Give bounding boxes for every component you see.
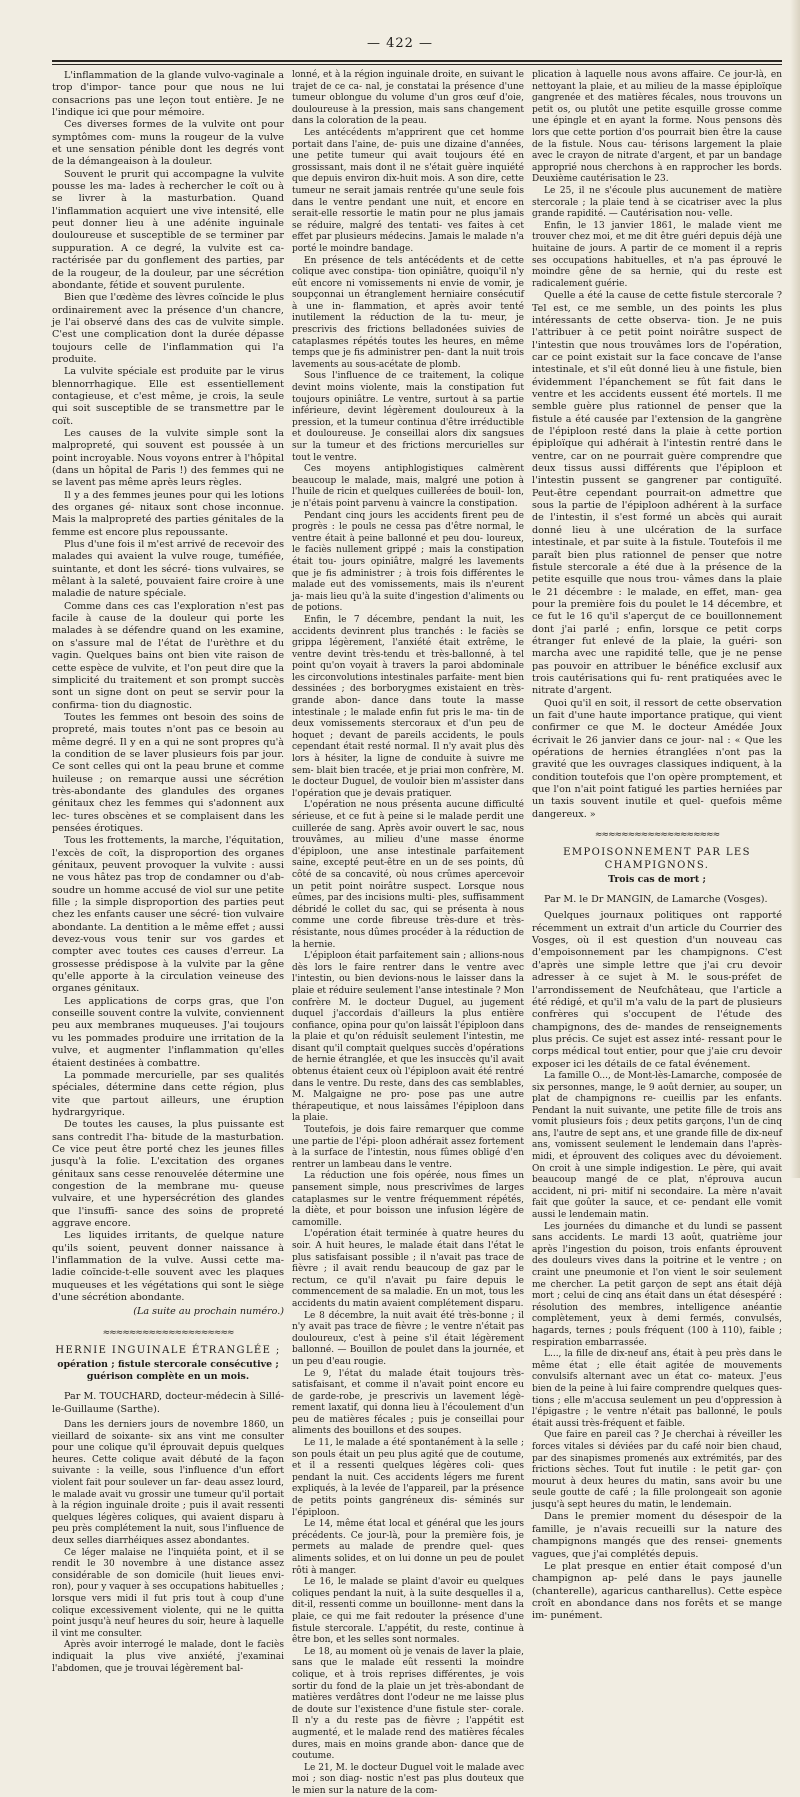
byline: Par M. le Dr MANGIN, de Lamarche (Vosges). [544, 894, 768, 906]
paragraph: Quoi qu'il en soit, il ressort de cette observation un fait d'une haute importance pratique, qui vient confirmer ce que M. le docteur Amédée Joux écrivait le 26 janvier dans ce jour- nal : « Que les opérations de hernies étranglées n'ont pas la gravité que les ouvrages classiques indiquent, à la condition toutefois que l'on opère promptement, et que l'on n'ait point fatigué les parties herniées par un taxis souvent inutile et quel- quefois même dangereux. » [532, 697, 782, 820]
paragraph: plication à laquelle nous avons affaire. Ce jour-là, en nettoyant la plaie, et au milieu de la masse épiploïque gangrenée et des matières fécales, nous trouvons un petit os, ou plutôt une petite esquille grosse comme une épingle et en ayant la forme. Nous pensons dès lors que cette portion d'os pourrait bien être la cause de la fistule. Nous cau- térisons largement la plaie avec le crayon de nitrate d'argent, et par un bandage approprié nous cherchons à en rapprocher les bords. Deuxième cautérisation le 23. [532, 70, 782, 185]
paragraph: Les journées du dimanche et du lundi se passent sans accidents. Le mardi 13 août, quatrième jour après l'ingestion du poison, trois enfants éprouvent des douleurs vives dans la poitrine et le ventre ; on craint une pneumonie et l'on vient le soir seulement me chercher. La petit garçon de sept ans était déjà mort ; celui de cinq ans était dans un état désespéré : résolution des membres, intelligence anéantie complètement, yeux à demi fermés, convulsés, hagards, ternes ; pouls fréquent (100 à 110), faible ; respiration embarrassée. [532, 1221, 782, 1348]
paragraph: La réduction une fois opérée, nous fîmes un pansement simple, nous prescrivîmes de larges cataplasmes sur le ventre fréquemment répétés, la diète, et pour boisson une infusion légère de camomille. [292, 1171, 524, 1228]
paragraph: L'inflammation de la glande vulvo-vaginale a trop d'impor- tance pour que nous ne lui consacrions pas une leçon tout entière. Je ne l'indique ici que pour mémoire. [52, 70, 284, 119]
continued-note: (La suite au prochain numéro.) [133, 1306, 284, 1318]
paragraph: La vulvite spéciale est produite par le virus blennorrhagique. Elle est essentiellement contagieuse, et c'est même, je crois, la seule qui soit susceptible de se transmettre par le coït. [52, 366, 284, 427]
paragraph: Ces moyens antiphlogistiques calmèrent beaucoup le malade, mais, malgré une potion à l'huile de ricin et quelques cuillerées de bouil- lon, je n'étais point parvenu à vaincre la constipation. [292, 464, 524, 509]
paragraph: Les applications de corps gras, que l'on conseille souvent contre la vulvite, conviennent peu aux membranes muqueuses. J'ai toujours vu les pommades produire une irritation de la vulve, et augmenter l'inflammation qu'elles étaient destinées à combattre. [52, 995, 284, 1069]
section-ornament: ≈≈≈≈≈≈≈≈≈≈≈≈≈≈≈≈≈≈≈≈ [102, 1327, 234, 1338]
section-title: HERNIE INGUINALE ÉTRANGLÉE ; [55, 1345, 281, 1357]
section-subtitle: opération ; fistule stercorale consécutive ; guérison complète en un mois. [57, 1359, 279, 1383]
paragraph: Le 9, l'état du malade était toujours très-satisfaisant, et comme il n'avait point encore eu de garde-robe, je prescrivis un lavement légè- rement laxatif, qui donna lieu à l'écoulement d'un peu de matières fécales ; puis je conseillai pour aliments des bouillons et des soupes. [292, 1368, 524, 1437]
paragraph: Après avoir interrogé le malade, dont le faciès indiquait la plus vive anxiété, j'examinai l'abdomen, que je trouvai légèrement bal- [52, 1640, 284, 1674]
byline: Par M. TOUCHARD, docteur-médecin à Sillé-le-Guillaume (Sarthe). [52, 1391, 284, 1415]
paragraph: Le plat presque en entier était composé d'un champignon ap- pelé dans le pays jaunelle (chanterelle), agaricus cantharellus). Cette espèce croît en abondance dans nos forêts et se mange im- punément. [532, 1560, 782, 1622]
paragraph: L'opération était terminée à quatre heures du soir. A huit heures, le malade était dans l'état le plus satisfaisant possible ; il n'avait pas trace de fièvre ; il avait rendu beaucoup de gaz par le rectum, ce qu'il n'avait pu faire depuis le commencement de sa maladie. En un mot, tous les accidents du matin avaient complétement disparu. [292, 1229, 524, 1309]
paragraph: Quelques journaux politiques ont rapporté récemment un extrait d'un article du Courrier des Vosges, où il est question d'un nouveau cas d'empoisonnement par les champignons. C'est d'après une simple lettre que j'ai cru devoir adresser à ce sujet à M. le sous-préfet de l'arrondissement de Neufchâteau, que l'article a été rédigé, et qu'il m'a valu de la part de plusieurs confrères qui s'occupent de l'étude des champignons, des de- mandes de renseignements plus précis. Ce sujet est assez inté- ressant pour le corps médical tout entier, pour que j'aie cru devoir exposer ici les détails de ce fatal événement. [532, 910, 782, 1070]
column-1 [52, 70, 284, 1674]
column-3 [532, 70, 782, 1622]
paragraph: Que faire en pareil cas ? Je cherchai à réveiller les forces vitales si déviées par du café noir bien chaud, par des sinapismes promenés aux extrémités, par des frictions sèches. Tout fut inutile : le petit gar- çon mourut à deux heures du matin, sans avoir bu une seule goutte de café ; la fille prolongeait son agonie jusqu'à sept heures du matin, le lendemain. [532, 1430, 782, 1510]
paragraph: Bien que l'œdème des lèvres coïncide le plus ordinairement avec la présence d'un chancre, je l'ai observé dans des cas de vulvite simple. C'est une complication dont la durée dépasse toujours celle de l'inflammation qui l'a produite. [52, 292, 284, 365]
paragraph: Ces diverses formes de la vulvite ont pour symptômes com- muns la rougeur de la vulve et une sensation pénible dont les degrés vont de la démangeaison à la douleur. [52, 119, 284, 168]
paragraph: Souvent le prurit qui accompagne la vulvite pousse les ma- lades à rechercher le coït ou à se livrer à la masturbation. Quand l'inflammation acquiert une vive intensité, elle peut donner lieu à une adénite inguinale douloureuse et susceptible de se terminer par suppuration. A ce degré, la vulvite est ca- ractérisée par du gonflement des parties, par de la rougeur, de la douleur, par une sécrétion abondante, fétide et souvent purulente. [52, 168, 284, 291]
paragraph: Tous les frottements, la marche, l'équitation, l'excès de coït, la disproportion des organes génitaux, peuvent provoquer la vulvite : aussi ne vous hâtez pas trop de condamner ou d'ab- soudre un homme accusé de viol sur une petite fille ; la simple disproportion des parties peut chez les enfants causer une sécré- tion vulvaire abondante. La dentition a le même effet ; aussi devez-vous vous tenir sur vos gardes et compter avec toutes ces causes d'erreur. La grossesse prédispose à la vulvite par la gêne qu'elle apporte à la circulation veineuse des organes génitaux. [52, 835, 284, 995]
section-title: EMPOISONNEMENT PAR LES CHAMPIGNONS. [563, 847, 751, 871]
page-number: — 422 — [366, 36, 434, 51]
paragraph: lonné, et à la région inguinale droite, en suivant le trajet de ce ca- nal, je constatai la présence d'une tumeur oblongue du volume d'un gros œuf d'oie, douloureuse à la pression, mais sans changement dans la coloration de la peau. [292, 70, 524, 127]
paragraph: Pendant cinq jours les accidents firent peu de progrès : le pouls ne cessa pas d'être normal, le ventre était à peine ballonné et peu dou- loureux, le faciès nullement grippé ; mais la constipation était tou- jours opiniâtre, malgré les lavements que je fis administrer ; à trois fois différentes le malade eut des vomissements, mais ils n'eurent ja- mais lieu qu'à la suite d'ingestion d'aliments ou de potions. [292, 510, 524, 614]
paragraph: Sous l'influence de ce traitement, la colique devint moins violente, mais la constipation fut toujours opiniâtre. Le ventre, surtout à sa partie inférieure, devint légèrement douloureux à la pression, et la tumeur continua d'être irréductible et douloureuse. Je conseillai alors dix sangsues sur la tumeur et des frictions mercurielles sur tout le ventre. [292, 371, 524, 463]
paragraph: La famille O..., de Mont-lès-Lamarche, composée de six personnes, mange, le 9 août dernier, au souper, un plat de champignons re- cueillis par les enfants. Pendant la nuit suivante, une petite fille de trois ans vomit plusieurs fois ; deux petits garçons, l'un de cinq ans, l'autre de sept ans, et une grande fille de dix-neuf ans, vomissent seulement le lendemain dans l'après-midi, et éprouvent des coliques avec du dévoiement. On croit à une simple indigestion. Le père, qui avait beaucoup mangé de ce plat, n'éprouva aucun accident, ni pri- mitif ni secondaire. La mère n'avait fait que goûter la sauce, et ce- pendant elle vomit aussi le lendemain matin. [532, 1070, 782, 1221]
paragraph: Enfin, le 13 janvier 1861, le malade vient me trouver chez moi, et me dit être guéri depuis déjà une huitaine de jours. A partir de ce moment il a repris ses occupations habituelles, et n'a pas éprouvé le moindre gêne de sa hernie, qui du reste est radicalement guérie. [532, 220, 782, 289]
paragraph: Enfin, le 7 décembre, pendant la nuit, les accidents devinrent plus tranchés : le faciès se grippa légèrement, l'anxiété était extrême, le ventre devint très-tendu et très-ballonné, à tel point qu'on voyait à travers la paroi abdominale les circonvolutions intestinales parfaite- ment bien dessinées ; des borborygmes existaient en très-grande abon- dance dans toute la masse intestinale ; le malade enfin fut pris le ma- tin de deux vomissements stercoraux et d'un peu de hoquet ; devant de pareils accidents, le pouls cependant était resté normal. Il n'y avait plus dès lors à hésiter, la ligne de conduite à suivre me sem- blait bien tracée, et je priai mon confrère, M. le docteur Duguel, de vouloir bien m'assister dans l'opération que je devais pratiquer. [292, 614, 524, 799]
paragraph: La pommade mercurielle, par ses qualités spéciales, détermine dans cette région, plus vite que partout ailleurs, une éruption hydrargyrique. [52, 1069, 284, 1118]
paragraph: Le 8 décembre, la nuit avait été très-bonne ; il n'y avait pas trace de fièvre ; le ventre n'était pas douloureux, c'est à peine s'il était légèrement ballonné. — Bouillon de poulet dans la journée, et un peu d'eau rougie. [292, 1310, 524, 1367]
paragraph: Le 25, il ne s'écoule plus aucunement de matière stercorale ; la plaie tend à se cicatriser avec la plus grande rapidité. — Cautérisation nou- velle. [532, 185, 782, 220]
section-ornament: ≈≈≈≈≈≈≈≈≈≈≈≈≈≈≈≈≈≈≈ [594, 830, 720, 841]
paragraph: Le 14, même état local et général que les jours précédents. Ce jour-là, pour la première fois, je permets au malade de prendre quel- ques aliments solides, et on lui donne un peu de poulet rôti à manger. [292, 1519, 524, 1576]
paragraph: Dans les derniers jours de novembre 1860, un vieillard de soixante- six ans vint me consulter pour une colique qu'il éprouvait depuis quelques heures. Cette colique avait débuté de la façon suivante : la veille, sous l'influence d'un effort violent fait pour soulever un far- deau assez lourd, le malade avait vu grossir une tumeur qu'il portait à la région inguinale droite ; puis il avait ressenti quelques légères coliques, qui avaient disparu à peu près complétement la nuit, sous l'influence de deux selles diarrhéiques assez abondantes. [52, 1420, 284, 1547]
paragraph: Le 18, au moment où je venais de laver la plaie, sans que le malade eût ressenti la moindre colique, et à trois reprises différentes, je vois sortir du fond de la plaie un jet très-abondant de matières verdâtres dont l'odeur ne me laisse plus de doute sur l'existence d'une fistule ster- corale. Il n'y a du reste pas de fièvre ; l'appétit est augmenté, et le malade rend des matières fécales dures, mais en moins grande abon- dance que de coutume. [292, 1646, 524, 1762]
paragraph: En présence de tels antécédents et de cette colique avec constipa- tion opiniâtre, quoiqu'il n'y eût encore ni vomissements ni envie de vomir, je soupçonnai un étranglement herniaire consécutif à une in- flammation, et après avoir tenté inutilement la réduction de la tu- meur, je prescrivis des frictions belladonées suivies de cataplasmes répétés toutes les heures, en même temps que je fis administrer pen- dant la nuit trois lavements au sous-acétate de plomb. [292, 255, 524, 370]
column-2 [292, 70, 524, 1796]
header-rule [52, 60, 782, 65]
paragraph: Ce léger malaise ne l'inquiéta point, et il se rendit le 30 novembre à une distance assez considérable de son domicile (huit lieues envi- ron), pour y vaquer à ses occupations habituelles ; lorsque vers midi il fut pris tout à coup d'une colique excessivement violente, qui ne le quitta point jusqu'à neuf heures du soir, heure à laquelle il vint me consulter. [52, 1547, 284, 1639]
paragraph: Le 21, M. le docteur Duguel voit le malade avec moi ; son diag- nostic n'est pas plus douteux que le mien sur la nature de la com- [292, 1762, 524, 1796]
paragraph: Il y a des femmes jeunes pour qui les lotions des organes gé- nitaux sont chose inconnue. Mais la malpropreté des parties génitales de la femme est encore plus repoussante. [52, 489, 284, 538]
paragraph: L'opération ne nous présenta aucune difficulté sérieuse, et ce fut à peine si le malade perdit une cuillerée de sang. Après avoir ouvert le sac, nous trouvâmes, au milieu d'une masse énorme d'épiploon, une anse intestinale parfaitement saine, excepté peut-être en un de ses points, dû côté de sa concavité, où nous crûmes apercevoir un petit point noirâtre suspect. Lorsque nous eûmes, par des incisions multi- ples, suffisamment débridé le collet du sac, qui se présenta à nous comme une corde fibreuse très-dure et très-résistante, nous dûmes procéder à la réduction de la hernie. [292, 800, 524, 950]
paragraph: Les causes de la vulvite simple sont la malpropreté, qui souvent est poussée à un point incroyable. Nous voyons entrer à l'hôpital (dans un hôpital de Paris !) des femmes qui ne se lavent pas même après leurs règles. [52, 427, 284, 489]
paragraph: Les antécédents m'apprirent que cet homme portait dans l'aine, de- puis une dizaine d'années, une petite tumeur qui avait toujours été en grossissant, mais dont il ne s'était guère inquiété que depuis environ dix-huit mois. A son dire, cette tumeur ne serait jamais rentrée qu'une seule fois dans le ventre pendant une nuit, et encore en serait-elle ressortie le matin pour ne plus jamais se réduire, malgré des tentati- ves faites à cet effet par plusieurs médecins. Jamais le malade n'a porté le moindre bandage. [292, 127, 524, 254]
paragraph: De toutes les causes, la plus puissante est sans contredit l'ha- bitude de la masturbation. Ce vice peut être porté chez les jeunes filles jusqu'à la folie. L'excitation des organes génitaux sans cesse renouvelée détermine une congestion de la membrane mu- queuse vulvaire, et une hypersécrétion des glandes que l'insuffi- sance des soins de propreté aggrave encore. [52, 1119, 284, 1229]
paragraph: Plus d'une fois il m'est arrivé de recevoir des malades qui avaient la vulve rouge, tuméfiée, suintante, et dont les sécré- tions vulvaires, se mêlant à la saleté, pouvaient faire croire à une maladie de nature spéciale. [52, 539, 284, 600]
paragraph: Le 16, le malade se plaint d'avoir eu quelques coliques pendant la nuit, à la suite desquelles il a, dit-il, ressenti comme un bouillonne- ment dans la plaie, ce qui me fait redouter la présence d'une fistule stercorale. L'appétit, du reste, continue à être bon, et les selles sont normales. [292, 1577, 524, 1646]
section-subtitle: Trois cas de mort ; [608, 874, 706, 886]
paragraph: L'épiploon était parfaitement sain ; allions-nous dès lors le faire rentrer dans le ventre avec l'intestin, ou bien devions-nous le laisser dans la plaie et réduire seulement l'anse intestinale ? Mon confrère M. le docteur Duguel, au jugement duquel j'accordais d'ailleurs la plus entière confiance, opina pour qu'on laissât l'épiploon dans la plaie et qu'on réduisît seulement l'intestin, me disant qu'il comptait quelques succès d'opérations de hernie étranglée, et que les insuccès qu'il avait obtenus étaient ceux où l'épiploon avait été rentré dans le ventre. Du reste, dans des cas semblables, M. Malgaigne ne pro- pose pas une autre thérapeutique, et nous laissâmes l'épiploon dans la plaie. [292, 951, 524, 1124]
paragraph: Toutefois, je dois faire remarquer que comme une partie de l'épi- ploon adhérait assez fortement à la surface de l'intestin, nous fûmes obligé d'en rentrer un lambeau dans le ventre. [292, 1125, 524, 1170]
paragraph: Le 11, le malade a été spontanément à la selle ; son pouls était un peu plus agité que de coutume, et il a ressenti quelques légères coli- ques pendant la nuit. Ces accidents légers me furent expliqués, à la levée de l'appareil, par la présence de petits points gangréneux dis- séminés sur l'épiploon. [292, 1438, 524, 1518]
paragraph: L..., la fille de dix-neuf ans, était à peu près dans le même état ; elle était agitée de mouvements convulsifs alternant avec un état co- mateux. J'eus bien de la peine à lui faire comprendre quelques ques- tions ; elle m'accusa seulement un peu d'oppression à l'épigastre ; le ventre n'était pas ballonné, le pouls était aussi très-fréquent et faible. [532, 1349, 782, 1429]
paragraph: Les liquides irritants, de quelque nature qu'ils soient, peuvent donner naissance à l'inflammation de la vulve. Aussi cette ma- ladie coïncide-t-elle souvent avec les plaques muqueuses et les végétations qui sont le siège d'une sécrétion abondante. [52, 1230, 284, 1304]
paragraph: Comme dans ces cas l'exploration n'est pas facile à cause de la douleur qui porte les malades à se défendre quand on les examine, on s'assure mal de l'état de l'urèthre et du vagin. Quelques bains ont bien vite raison de cette espèce de vulvite, et l'on peut dire que la simplicité du traitement et son prompt succès sont un signe dont on peut se servir pour la confirma- tion du diagnostic. [52, 600, 284, 711]
paragraph: Toutes les femmes ont besoin des soins de propreté, mais toutes n'ont pas ce besoin au même degré. Il y en a qui ne sont propres qu'à la condition de se laver plusieurs fois par jour. Ce sont celles qui ont la peau brune et comme huileuse ; on remarque aussi une sécrétion très-abondante des glandules des organes génitaux chez les femmes qui s'adonnent aux lec- tures obscènes et se complaisent dans les pensées érotiques. [52, 711, 284, 834]
page-edge-shadow [790, 0, 800, 1178]
paragraph: Quelle a été la cause de cette fistule stercorale ? Tel est, ce me semble, un des points les plus intéressants de cette observa- tion. Je ne puis l'attribuer à ce petit point noirâtre suspect de l'intestin que nous trouvâmes lors de l'opération, car ce point existait sur la face concave de l'anse intestinale, et s'il eût donné lieu à une fistule, bien évidemment l'épanchement se fût fait dans le ventre et les accidents eussent été mortels. Il me semble guère plus rationnel de penser que la fistule a été causée par l'extension de la gangrène de l'épiploon resté dans la plaie à cette portion épiploïque qui adhérait à l'intestin rentré dans le ventre, car on ne pourrait guère comprendre que deux tissus aussi différents que l'épiploon et l'intestin pussent se gangrener par contiguïté. Peut-être cependant pourrait-on admettre que sous la partie de l'épiploon adhérent à la surface de l'intestin, il s'est formé un abcès qui aurait donné lieu à une ulcération de la surface intestinale, et par suite à la fistule. Toutefois il me paraît bien plus rationnel de penser que notre fistule stercorale a été due à la présence de la petite esquille que nous trou- vâmes dans la plaie le 21 décembre : le malade, en effet, man- gea pour la première fois du poulet le 14 décembre, et ce fut le 16 qu'il s'aperçut de ce bouillonnement dont j'ai parlé ; enfin, lorsque ce petit corps étranger fut enlevé de la plaie, la guéri- son marcha avec une rapidité telle, que je ne pense pas pouvoir en attribuer le bénéfice exclusif aux trois cautérisations qui fu- rent pratiquées avec le nitrate d'argent. [532, 290, 782, 697]
paragraph: Dans le premier moment du désespoir de la famille, je n'avais recueilli sur la nature des champignons mangés que des rensei- gnements vagues, que j'ai complétés depuis. [532, 1511, 782, 1560]
